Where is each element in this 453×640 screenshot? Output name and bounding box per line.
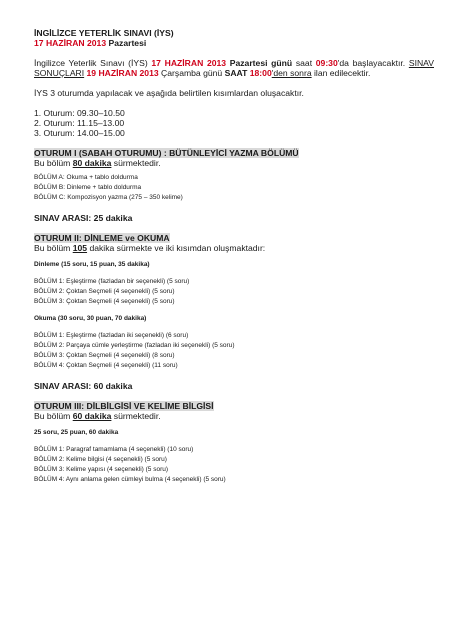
session2-duration-value: 105 [72,243,88,253]
schedule-list [34,108,434,138]
session3-part: BÖLÜM 4: Aynı anlama gelen cümleyi bulma (4 seçenekli) (5 soru) [34,476,226,483]
session1-heading-text: OTURUM I (SABAH OTURUMU) : BÜTÜNLEYİCİ YAZMA BÖLÜMÜ [34,148,299,158]
session3-part: BÖLÜM 3: Kelime yapısı (4 seçenekli) (5 soru) [34,466,169,473]
schedule-item: 3. Oturum: 14.00–15.00 [34,128,125,138]
intro-text-2: saat [295,58,313,68]
intro-results-date: 19 HAZİRAN 2013 [86,68,159,78]
schedule-item: 2. Oturum: 11.15–13.00 [34,118,125,128]
session2-duration [34,243,434,253]
intro-paragraph [34,58,434,78]
session1-duration [34,158,434,168]
session3-duration [34,411,434,421]
intro-results-time: 18:00 [249,68,272,78]
reading-part: BÖLÜM 3: Çoktan Seçmeli (4 seçenekli) (8 soru) [34,352,175,359]
session1-part: BÖLÜM A: Okuma + tablo doldurma [34,174,138,181]
session1-post: sürmektedir. [113,158,161,168]
intro-saat: SAAT [224,68,248,78]
listening-part: BÖLÜM 2: Çoktan Seçmeli (4 seçenekli) (5 soru) [34,288,175,295]
session3-pre: Bu bölüm [34,411,71,421]
session2-heading [34,233,434,243]
session2-post: dakika sürmekte ve iki kısımdan oluşmaktadır: [89,243,266,253]
reading-heading: Okuma (30 soru, 30 puan, 70 dakika) [34,315,147,322]
session2-pre: Bu bölüm [34,243,71,253]
intro-text-6: ilan edilecektir. [314,68,371,78]
session1-duration-value: 80 dakika [72,158,112,168]
session2-heading-text: OTURUM II: DİNLEME ve OKUMA [34,233,170,243]
intro-text-5: 'den sonra [271,68,312,78]
intro-exam-date: 17 HAZİRAN 2013 [151,58,227,68]
intro-results-label: SINAV SONUÇLARI [34,58,434,78]
doc-title: İNGİLİZCE YETERLİK SINAVI (İYS) [34,28,174,38]
session-intro: İYS 3 oturumda yapılacak ve aşağıda belirtilen kısımlardan oluşacaktır. [34,88,304,98]
break-1: SINAV ARASI: 25 dakika [34,213,133,223]
session3-heading-text: OTURUM III: DİLBİLGİSİ VE KELİME BİLGİSİ [34,401,214,411]
session1-heading [34,148,434,158]
doc-date-line [34,38,434,48]
intro-text-3: 'da başlayacaktır. [337,58,406,68]
doc-date: 17 HAZİRAN 2013 [34,38,107,48]
session1-part: BÖLÜM B: Dinleme + tablo doldurma [34,184,142,191]
intro-text-1: İngilizce Yeterlik Sınavı (İYS) [34,58,148,68]
session3-post: sürmektedir. [113,411,161,421]
listening-heading: Dinleme (15 soru, 15 puan, 35 dakika) [34,261,150,268]
session3-sub: 25 soru, 25 puan, 60 dakika [34,429,119,436]
intro-day: Pazartesi günü [229,58,293,68]
document-page [34,28,434,485]
doc-weekday: Pazartesi [108,38,147,48]
session3-part: BÖLÜM 1: Paragraf tamamlama (4 seçenekli) (10 soru) [34,446,194,453]
listening-part: BÖLÜM 3: Çoktan Seçmeli (4 seçenekli) (5 soru) [34,298,175,305]
break-2: SINAV ARASI: 60 dakika [34,381,133,391]
reading-part: BÖLÜM 4: Çoktan Seçmeli (4 seçenekli) (11 soru) [34,362,178,369]
session3-part: BÖLÜM 2: Kelime bilgisi (4 seçenekli) (5 soru) [34,456,167,463]
listening-part: BÖLÜM 1: Eşleştirme (fazladan bir seçenekli) (5 soru) [34,278,190,285]
session3-heading [34,401,434,411]
reading-part: BÖLÜM 2: Parçaya cümle yerleştirme (fazladan iki seçenekli) (5 soru) [34,342,235,349]
intro-text-4: Çarşamba günü [161,68,223,78]
session1-pre: Bu bölüm [34,158,71,168]
session1-part: BÖLÜM C: Kompozisyon yazma (275 – 350 kelime) [34,194,183,201]
schedule-item: 1. Oturum: 09.30–10.50 [34,108,125,118]
intro-exam-time: 09:30 [315,58,338,68]
reading-part: BÖLÜM 1: Eşleştirme (fazladan iki seçenekli) (6 soru) [34,332,189,339]
session3-duration-value: 60 dakika [72,411,112,421]
